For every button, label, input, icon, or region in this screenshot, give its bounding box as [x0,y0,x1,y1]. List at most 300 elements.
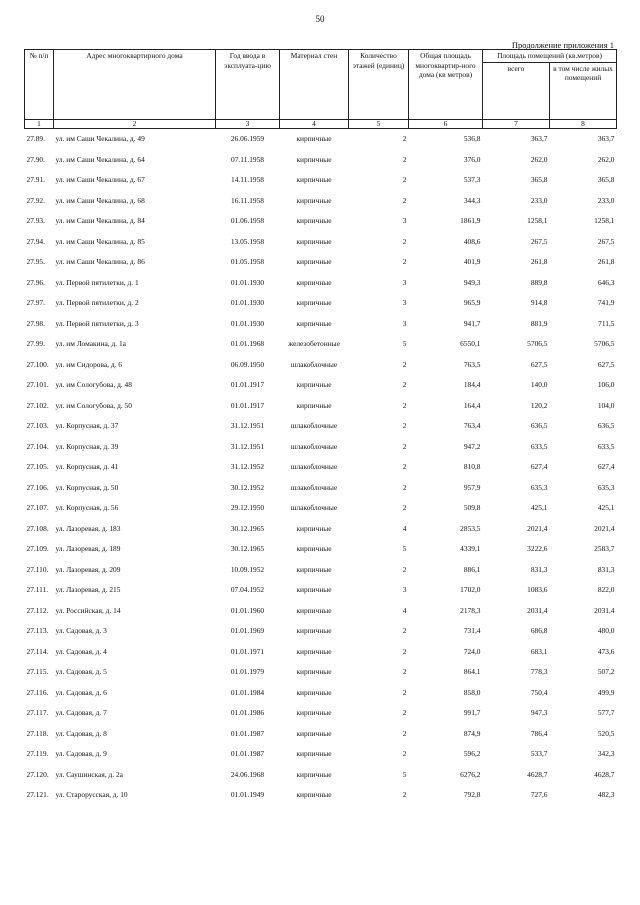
row-year: 24.06.1968 [230,769,265,779]
housing-register-table [24,49,617,805]
table-row [25,272,617,293]
row-year: 26.06.1959 [230,134,265,144]
row-premises-living: 5706,5 [594,339,615,349]
table-row [25,580,617,601]
row-floors: 2 [402,708,407,718]
row-material: кирпичные [296,544,332,554]
row-year: 16.11.1958 [231,195,264,205]
row-premises-living: 627,5 [597,359,615,369]
row-floors: 2 [402,257,407,267]
row-total-area: 874,9 [463,728,481,738]
row-floors: 2 [402,667,407,677]
row-premises-all: 5706,5 [527,339,548,349]
row-floors: 2 [402,421,407,431]
table-row [25,477,617,498]
row-premises-all: 3222,6 [527,544,548,554]
row-floors: 2 [402,462,407,472]
row-address: ул. им Саши Чекалина, д. 68 [55,195,145,205]
row-premises-all: 778,3 [530,667,548,677]
row-premises-all: 786,4 [530,728,548,738]
row-floors: 2 [402,728,407,738]
row-floors: 3 [402,585,407,595]
column-number: 6 [409,119,483,128]
table-row [25,457,617,478]
row-address: ул. им Саши Чекалина, д. 85 [55,236,145,246]
table-row [25,375,617,396]
row-number: 27.111. [26,585,49,595]
table-row [25,170,617,191]
row-total-area: 731,4 [463,626,481,636]
row-premises-living: 741,9 [597,298,615,308]
row-material: кирпичные [296,277,332,287]
row-premises-all: 261,8 [530,257,548,267]
column-number: 5 [349,119,409,128]
row-year: 30.12.1952 [230,482,265,492]
row-number: 27.117. [26,708,49,718]
table-row [25,231,617,252]
row-total-area: 401,9 [463,257,481,267]
row-address: ул. Корпусная, д. 37 [55,421,119,431]
row-material: кирпичные [296,605,332,615]
row-year: 01.01.1949 [230,790,265,800]
row-premises-all: 1083,6 [527,585,548,595]
row-number: 27.112. [26,605,49,615]
row-premises-living: 482,3 [597,790,615,800]
row-address: ул. Садовая, д. 4 [55,646,107,656]
row-address: ул. Первой пятилетки, д. 3 [55,318,139,328]
row-address: ул. Лазоревая, д. 189 [55,544,121,554]
table-row [25,600,617,621]
row-total-area: 949,3 [463,277,481,287]
row-floors: 5 [402,544,407,554]
row-address: ул. им Саши Чекалина, д. 49 [55,134,145,144]
row-material: шлакоблочные [290,421,338,431]
header-address: Адрес многоквартирного дома [54,50,216,120]
row-address: ул. Садовая, д. 5 [55,667,107,677]
table-row [25,252,617,273]
row-total-area: 2178,3 [460,605,481,615]
row-premises-living: 425,1 [597,503,615,513]
row-number: 27.119. [26,749,49,759]
row-address: ул. Российская, д. 14 [55,605,121,615]
row-floors: 2 [402,359,407,369]
table-row [25,682,617,703]
row-number: 27.116. [26,687,49,697]
row-number: 27.108. [26,523,49,533]
row-total-area: 4339,1 [460,544,481,554]
row-premises-all: 1258,1 [527,216,548,226]
row-address: ул. Саушинская, д. 2а [55,769,123,779]
row-year: 01.01.1968 [230,339,265,349]
row-material: кирпичные [296,626,332,636]
row-number: 27.94. [26,236,45,246]
row-material: кирпичные [296,708,332,718]
row-year: 06.09.1950 [230,359,265,369]
row-premises-all: 750,4 [530,687,548,697]
row-premises-living: 233,0 [597,195,615,205]
row-floors: 3 [402,318,407,328]
row-premises-living: 342,3 [597,749,615,759]
row-total-area: 886,1 [463,564,481,574]
row-floors: 2 [402,195,407,205]
row-total-area: 2853,5 [460,523,481,533]
row-year: 01.01.1930 [230,298,265,308]
row-year: 10.09.1952 [230,564,265,574]
row-number: 27.113. [26,626,49,636]
row-floors: 4 [402,605,407,615]
table-row [25,498,617,519]
row-floors: 2 [402,236,407,246]
header-premises-area: Площадь помещений (кв.метров) [483,50,617,63]
row-address: ул. им Сологубова, д. 48 [55,380,132,390]
column-number: 8 [550,119,617,128]
row-total-area: 810,8 [463,462,481,472]
row-premises-all: 831,3 [530,564,548,574]
row-floors: 2 [402,154,407,164]
row-premises-living: 106,0 [597,380,615,390]
row-number: 27.106. [26,482,49,492]
row-number: 27.109. [26,544,49,554]
row-premises-living: 261,8 [597,257,615,267]
row-total-area: 991,7 [463,708,481,718]
row-premises-living: 4628,7 [594,769,615,779]
row-premises-all: 533,7 [530,749,548,759]
row-premises-all: 627,4 [530,462,548,472]
row-floors: 2 [402,134,407,144]
row-material: кирпичные [296,236,332,246]
row-number: 27.115. [26,667,49,677]
row-number: 27.104. [26,441,49,451]
row-premises-all: 120,2 [530,400,548,410]
row-total-area: 344,3 [463,195,481,205]
row-total-area: 965,9 [463,298,481,308]
row-material: кирпичные [296,380,332,390]
table-row [25,662,617,683]
row-year: 01.06.1958 [230,216,265,226]
row-year: 13.05.1958 [230,236,265,246]
header-premises-all: всего [483,62,550,119]
column-number: 4 [280,119,349,128]
row-total-area: 376,0 [463,154,481,164]
row-premises-living: 267,5 [597,236,615,246]
row-year: 07.04.1952 [230,585,265,595]
header-total-area: Общая площадь многоквартир-ного дома (кв метров) [409,50,483,120]
table-row [25,559,617,580]
row-floors: 2 [402,626,407,636]
row-number: 27.110. [26,564,49,574]
row-address: ул. Лазоревая, д. 183 [55,523,121,533]
row-material: кирпичные [296,195,332,205]
row-total-area: 164,4 [463,400,481,410]
row-year: 01.01.1960 [230,605,265,615]
row-floors: 3 [402,277,407,287]
row-floors: 3 [402,216,407,226]
row-material: кирпичные [296,790,332,800]
table-row [25,641,617,662]
row-number: 27.103. [26,421,49,431]
row-total-area: 763,5 [463,359,481,369]
row-total-area: 1861,9 [460,216,481,226]
table-row [25,313,617,334]
row-material: кирпичные [296,298,332,308]
row-address: ул. Садовая, д. 3 [55,626,107,636]
row-material: кирпичные [296,318,332,328]
row-premises-all: 636,5 [530,421,548,431]
row-total-area: 1702,0 [460,585,481,595]
row-address: ул. им Саши Чекалина, д. 64 [55,154,145,164]
row-address: ул. Садовая, д. 8 [55,728,107,738]
row-total-area: 957,9 [463,482,481,492]
row-material: кирпичные [296,175,332,185]
header-material: Материал стен [280,50,349,120]
row-number: 27.102. [26,400,49,410]
row-material: кирпичные [296,728,332,738]
row-material: кирпичные [296,400,332,410]
row-number: 27.93. [26,216,45,226]
row-premises-all: 233,0 [530,195,548,205]
row-premises-all: 363,7 [530,134,548,144]
row-total-area: 858,0 [463,687,481,697]
row-material: кирпичные [296,769,332,779]
row-material: кирпичные [296,523,332,533]
table-row [25,211,617,232]
row-premises-living: 363,7 [597,134,615,144]
row-address: ул. им Саши Чекалина, д. 86 [55,257,145,267]
row-premises-living: 646,3 [597,277,615,287]
row-material: кирпичные [296,564,332,574]
row-premises-living: 822,0 [597,585,615,595]
row-premises-all: 140,0 [530,380,548,390]
row-total-area: 792,8 [463,790,481,800]
row-total-area: 6276,2 [460,769,481,779]
row-floors: 2 [402,400,407,410]
row-premises-living: 480,0 [597,626,615,636]
row-material: кирпичные [296,667,332,677]
row-premises-all: 627,5 [530,359,548,369]
row-number: 27.118. [26,728,49,738]
header-premises-living: в том числе жилых помещений [550,62,617,119]
row-material: шлакоблочные [290,462,338,472]
row-number: 27.105. [26,462,49,472]
row-year: 30.12.1965 [230,523,265,533]
row-premises-living: 262,0 [597,154,615,164]
row-premises-living: 577,7 [597,708,615,718]
column-number: 2 [54,119,216,128]
row-floors: 4 [402,523,407,533]
header-num: № п/п [25,50,54,120]
row-material: кирпичные [296,257,332,267]
row-address: ул. Первой пятилетки, д. 2 [55,298,139,308]
row-premises-all: 633,5 [530,441,548,451]
column-number-row [25,119,617,128]
row-floors: 2 [402,175,407,185]
row-year: 30.12.1965 [230,544,265,554]
row-number: 27.95. [26,257,45,267]
row-address: ул. Корпусная, д. 39 [55,441,119,451]
row-material: шлакоблочные [290,503,338,513]
row-floors: 5 [402,339,407,349]
table-row [25,395,617,416]
row-year: 01.01.1917 [230,400,265,410]
table-row [25,354,617,375]
row-premises-living: 499,9 [597,687,615,697]
table-row [25,149,617,170]
row-premises-all: 947,3 [530,708,548,718]
row-number: 27.120. [26,769,49,779]
table-row [25,436,617,457]
row-material: шлакоблочные [290,359,338,369]
row-premises-living: 627,4 [597,462,615,472]
row-year: 01.01.1930 [230,277,265,287]
row-material: кирпичные [296,216,332,226]
row-total-area: 184,4 [463,380,481,390]
row-total-area: 408,6 [463,236,481,246]
row-number: 27.90. [26,154,45,164]
row-premises-living: 1258,1 [594,216,615,226]
table-row [25,764,617,785]
row-premises-all: 262,0 [530,154,548,164]
row-floors: 2 [402,564,407,574]
row-premises-all: 425,1 [530,503,548,513]
row-total-area: 724,0 [463,646,481,656]
row-total-area: 763,4 [463,421,481,431]
row-address: ул. им Сологубова, д. 50 [55,400,132,410]
table-row [25,518,617,539]
row-material: шлакоблочные [290,482,338,492]
row-premises-living: 520,5 [597,728,615,738]
row-material: железобетонные [288,339,340,349]
row-premises-living: 831,3 [597,564,615,574]
column-number: 1 [25,119,54,128]
row-year: 01.01.1930 [230,318,265,328]
row-premises-all: 727,6 [530,790,548,800]
row-premises-living: 711,5 [598,318,615,328]
table-row [25,416,617,437]
table-body [25,128,617,805]
row-number: 27.121. [26,790,49,800]
row-address: ул. Корпусная, д. 56 [55,503,119,513]
row-premises-living: 2031,4 [594,605,615,615]
row-premises-living: 2583,7 [594,544,615,554]
row-number: 27.97. [26,298,45,308]
table-row [25,744,617,765]
row-total-area: 537,3 [463,175,481,185]
page-number: 50 [315,14,325,24]
row-total-area: 864,1 [463,667,481,677]
row-floors: 5 [402,769,407,779]
row-number: 27.100. [26,359,49,369]
row-floors: 2 [402,380,407,390]
row-material: кирпичные [296,749,332,759]
table-row [25,334,617,355]
row-address: ул. Старорусская, д. 10 [55,790,128,800]
row-premises-all: 686,8 [530,626,548,636]
row-premises-all: 267,5 [530,236,548,246]
row-floors: 2 [402,503,407,513]
table-row [25,128,617,149]
row-total-area: 941,7 [463,318,481,328]
row-year: 01.01.1971 [230,646,265,656]
row-total-area: 509,8 [463,503,481,513]
row-premises-living: 636,5 [597,421,615,431]
row-address: ул. им Саши Чекалина, д. 67 [55,175,145,185]
row-number: 27.99. [26,339,45,349]
table-row [25,539,617,560]
row-number: 27.101. [26,380,49,390]
row-floors: 3 [402,298,407,308]
row-total-area: 536,8 [463,134,481,144]
row-total-area: 596,2 [463,749,481,759]
row-address: ул. им Ломакина, д. 1а [55,339,126,349]
row-total-area: 947,2 [463,441,481,451]
row-floors: 2 [402,749,407,759]
row-material: шлакоблочные [290,441,338,451]
header-year: Год ввода в эксплуата-цию [216,50,280,120]
row-premises-all: 2021,4 [527,523,548,533]
row-year: 31.12.1951 [230,421,265,431]
row-number: 27.114. [26,646,49,656]
row-address: ул. Лазоревая, д. 215 [55,585,121,595]
table-row [25,703,617,724]
row-material: кирпичные [296,154,332,164]
row-premises-all: 365,8 [530,175,548,185]
row-premises-living: 473,6 [597,646,615,656]
row-material: кирпичные [296,134,332,144]
row-address: ул. Садовая, д. 6 [55,687,107,697]
row-premises-all: 881,9 [530,318,548,328]
table-row [25,723,617,744]
row-total-area: 6550,1 [460,339,481,349]
row-premises-living: 635,3 [597,482,615,492]
row-material: кирпичные [296,646,332,656]
row-premises-all: 914,8 [530,298,548,308]
row-premises-all: 889,8 [530,277,548,287]
table-row [25,621,617,642]
row-year: 31.12.1952 [230,462,265,472]
row-address: ул. Садовая, д. 7 [55,708,107,718]
column-number: 7 [483,119,550,128]
row-premises-all: 635,3 [530,482,548,492]
row-address: ул. Первой пятилетки, д. 1 [55,277,139,287]
row-floors: 2 [402,646,407,656]
row-year: 01.01.1987 [230,749,265,759]
row-number: 27.91. [26,175,45,185]
row-year: 14.11.1958 [231,175,264,185]
row-premises-living: 365,8 [597,175,615,185]
row-year: 01.01.1986 [230,708,265,718]
row-premises-living: 104,0 [597,400,615,410]
row-address: ул. Лазоревая, д. 209 [55,564,121,574]
row-address: ул. Корпусная, д. 41 [55,462,119,472]
row-year: 01.01.1917 [230,380,265,390]
row-number: 27.98. [26,318,45,328]
row-address: ул. им Сидорова, д. 6 [55,359,122,369]
row-year: 01.01.1984 [230,687,265,697]
table-row [25,293,617,314]
row-address: ул. Корпусная, д. 50 [55,482,119,492]
row-material: кирпичные [296,585,332,595]
row-year: 01.05.1958 [230,257,265,267]
row-address: ул. им Саши Чекалина, д. 84 [55,216,145,226]
row-premises-living: 2021,4 [594,523,615,533]
row-number: 27.92. [26,195,45,205]
table-row [25,785,617,806]
row-year: 01.01.1987 [230,728,265,738]
row-premises-all: 4628,7 [527,769,548,779]
continuation-label: Продолжение приложения 1 [511,40,614,50]
row-year: 29.12.1950 [230,503,265,513]
row-year: 01.01.1979 [230,667,265,677]
